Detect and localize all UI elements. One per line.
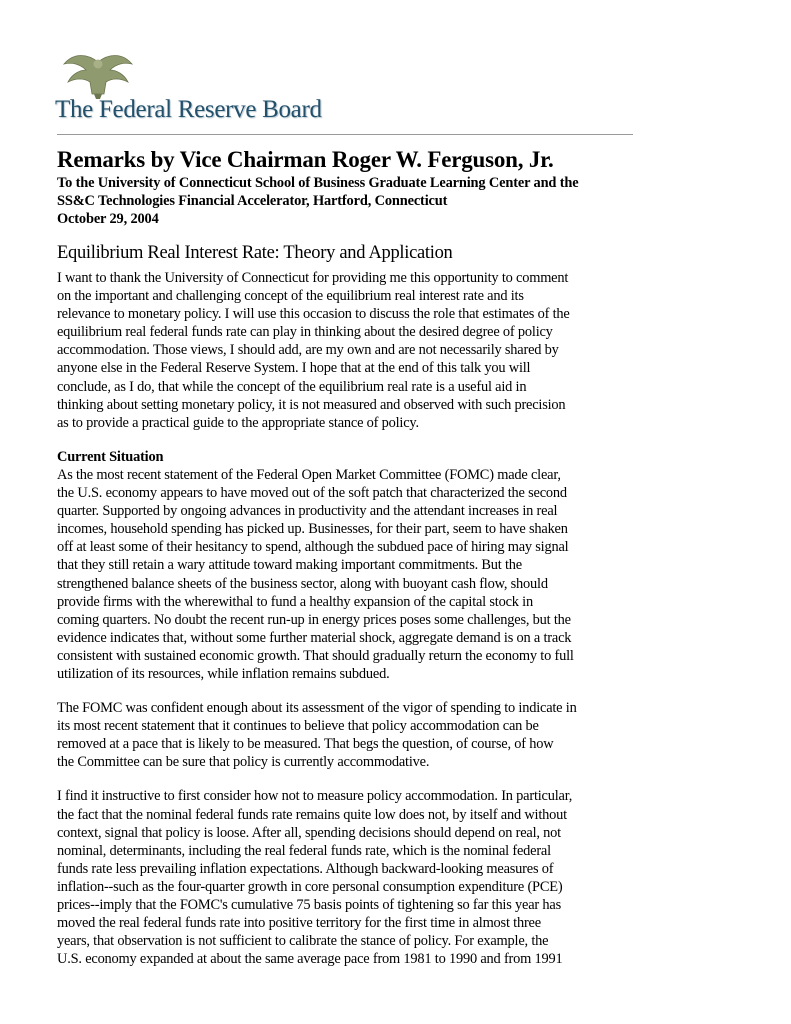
text-line: removed at a pace that is likely to be measured. That begs the question, of course, of how xyxy=(57,736,554,753)
section-heading: Current Situation xyxy=(57,448,164,465)
text-line: on the important and challenging concept of the equilibrium real interest rate and its xyxy=(57,288,524,305)
page-title: Remarks by Vice Chairman Roger W. Ferguson, Jr. xyxy=(57,147,554,172)
text-line: As the most recent statement of the Federal Open Market Committee (FOMC) made clear, xyxy=(57,466,561,483)
text-line: relevance to monetary policy. I will use this occasion to discuss the role that estimates of the xyxy=(57,306,570,323)
text-line: I find it instructive to first consider how not to measure policy accommodation. In particular, xyxy=(57,788,573,805)
text-line: funds rate less prevailing inflation expectations. Although backward-looking measures of xyxy=(57,860,554,877)
speech-subject: Equilibrium Real Interest Rate: Theory and Application xyxy=(57,243,453,263)
text-line: thinking about setting monetary policy, it is not measured and observed with such precision xyxy=(57,396,566,413)
text-line: the Committee can be sure that policy is currently accommodative. xyxy=(57,754,430,771)
text-line: coming quarters. No doubt the recent run-up in energy prices poses some challenges, but the xyxy=(57,611,571,628)
text-line: anyone else in the Federal Reserve System. I hope that at the end of this talk you will xyxy=(57,360,531,377)
text-line: evidence indicates that, without some further material shock, aggregate demand is on a track xyxy=(57,629,572,646)
paragraph-measure xyxy=(57,787,637,968)
text-line: utilization of its resources, while inflation remains subdued. xyxy=(57,665,390,682)
event-line: To the University of Connecticut School of Business Graduate Learning Center and the xyxy=(57,175,579,191)
text-line: the U.S. economy appears to have moved out of the soft patch that characterized the second xyxy=(57,485,567,502)
text-line: accommodation. Those views, I should add, are my own and are not necessarily shared by xyxy=(57,342,559,359)
text-line: years, that observation is not sufficient to calibrate the stance of policy. For example, the xyxy=(57,933,549,950)
text-line: I want to thank the University of Connecticut for providing me this opportunity to comment xyxy=(57,270,569,286)
text-line: prices--imply that the FOMC's cumulative 75 basis points of tightening so far this year has xyxy=(57,897,561,913)
text-line: equilibrium real federal funds rate can play in thinking about the desired degree of policy xyxy=(57,324,553,341)
text-line: that they still retain a wary attitude toward making important commitments. But the xyxy=(57,557,522,574)
text-line: its most recent statement that it continues to believe that policy accommodation can be xyxy=(57,718,539,735)
event-info xyxy=(57,174,637,228)
text-line: provide firms with the wherewithal to fund a healthy expansion of the capital stock in xyxy=(57,593,533,610)
event-date: October 29, 2004 xyxy=(57,211,159,227)
paragraph-intro xyxy=(57,269,637,432)
federal-reserve-logo[interactable] xyxy=(55,52,325,124)
speech-content xyxy=(57,146,637,968)
paragraph-fomc xyxy=(57,699,637,771)
text-line: The FOMC was confident enough about its assessment of the vigor of spending to indicate in xyxy=(57,700,577,717)
eagle-icon xyxy=(58,52,138,100)
text-line: strengthened balance sheets of the business sector, along with buoyant cash flow, should xyxy=(57,575,548,592)
event-line: SS&C Technologies Financial Accelerator, Hartford, Connecticut xyxy=(57,193,448,209)
text-line: U.S. economy expanded at about the same average pace from 1981 to 1990 and from 1991 xyxy=(57,951,563,968)
text-line: nominal, determinants, including the real federal funds rate, which is the nominal federal xyxy=(57,842,551,859)
text-line: the fact that the nominal federal funds rate remains quite low does not, by itself and without xyxy=(57,806,567,823)
text-line: as to provide a practical guide to the appropriate stance of policy. xyxy=(57,414,419,431)
header-divider xyxy=(57,134,633,135)
text-line: context, signal that policy is loose. After all, spending decisions should depend on real, not xyxy=(57,824,561,841)
text-line: moved the real federal funds rate into positive territory for the first time in almost three xyxy=(57,915,541,932)
text-line: off at least some of their hesitancy to spend, although the subdued pace of hiring may signal xyxy=(57,539,569,556)
text-line: incomes, household spending has picked up. Businesses, for their part, seem to have shaken xyxy=(57,521,568,538)
text-line: inflation--such as the four-quarter growth in core personal consumption expenditure (PCE) xyxy=(57,878,563,895)
text-line: consistent with sustained economic growth. That should gradually return the economy to full xyxy=(57,647,574,664)
text-line: conclude, as I do, that while the concept of the equilibrium real rate is a useful aid in xyxy=(57,378,527,395)
text-line: quarter. Supported by ongoing advances in productivity and the attendant increases in real xyxy=(57,503,558,520)
logo-text: The Federal Reserve Board xyxy=(55,96,322,123)
paragraph-current-situation xyxy=(57,448,637,683)
